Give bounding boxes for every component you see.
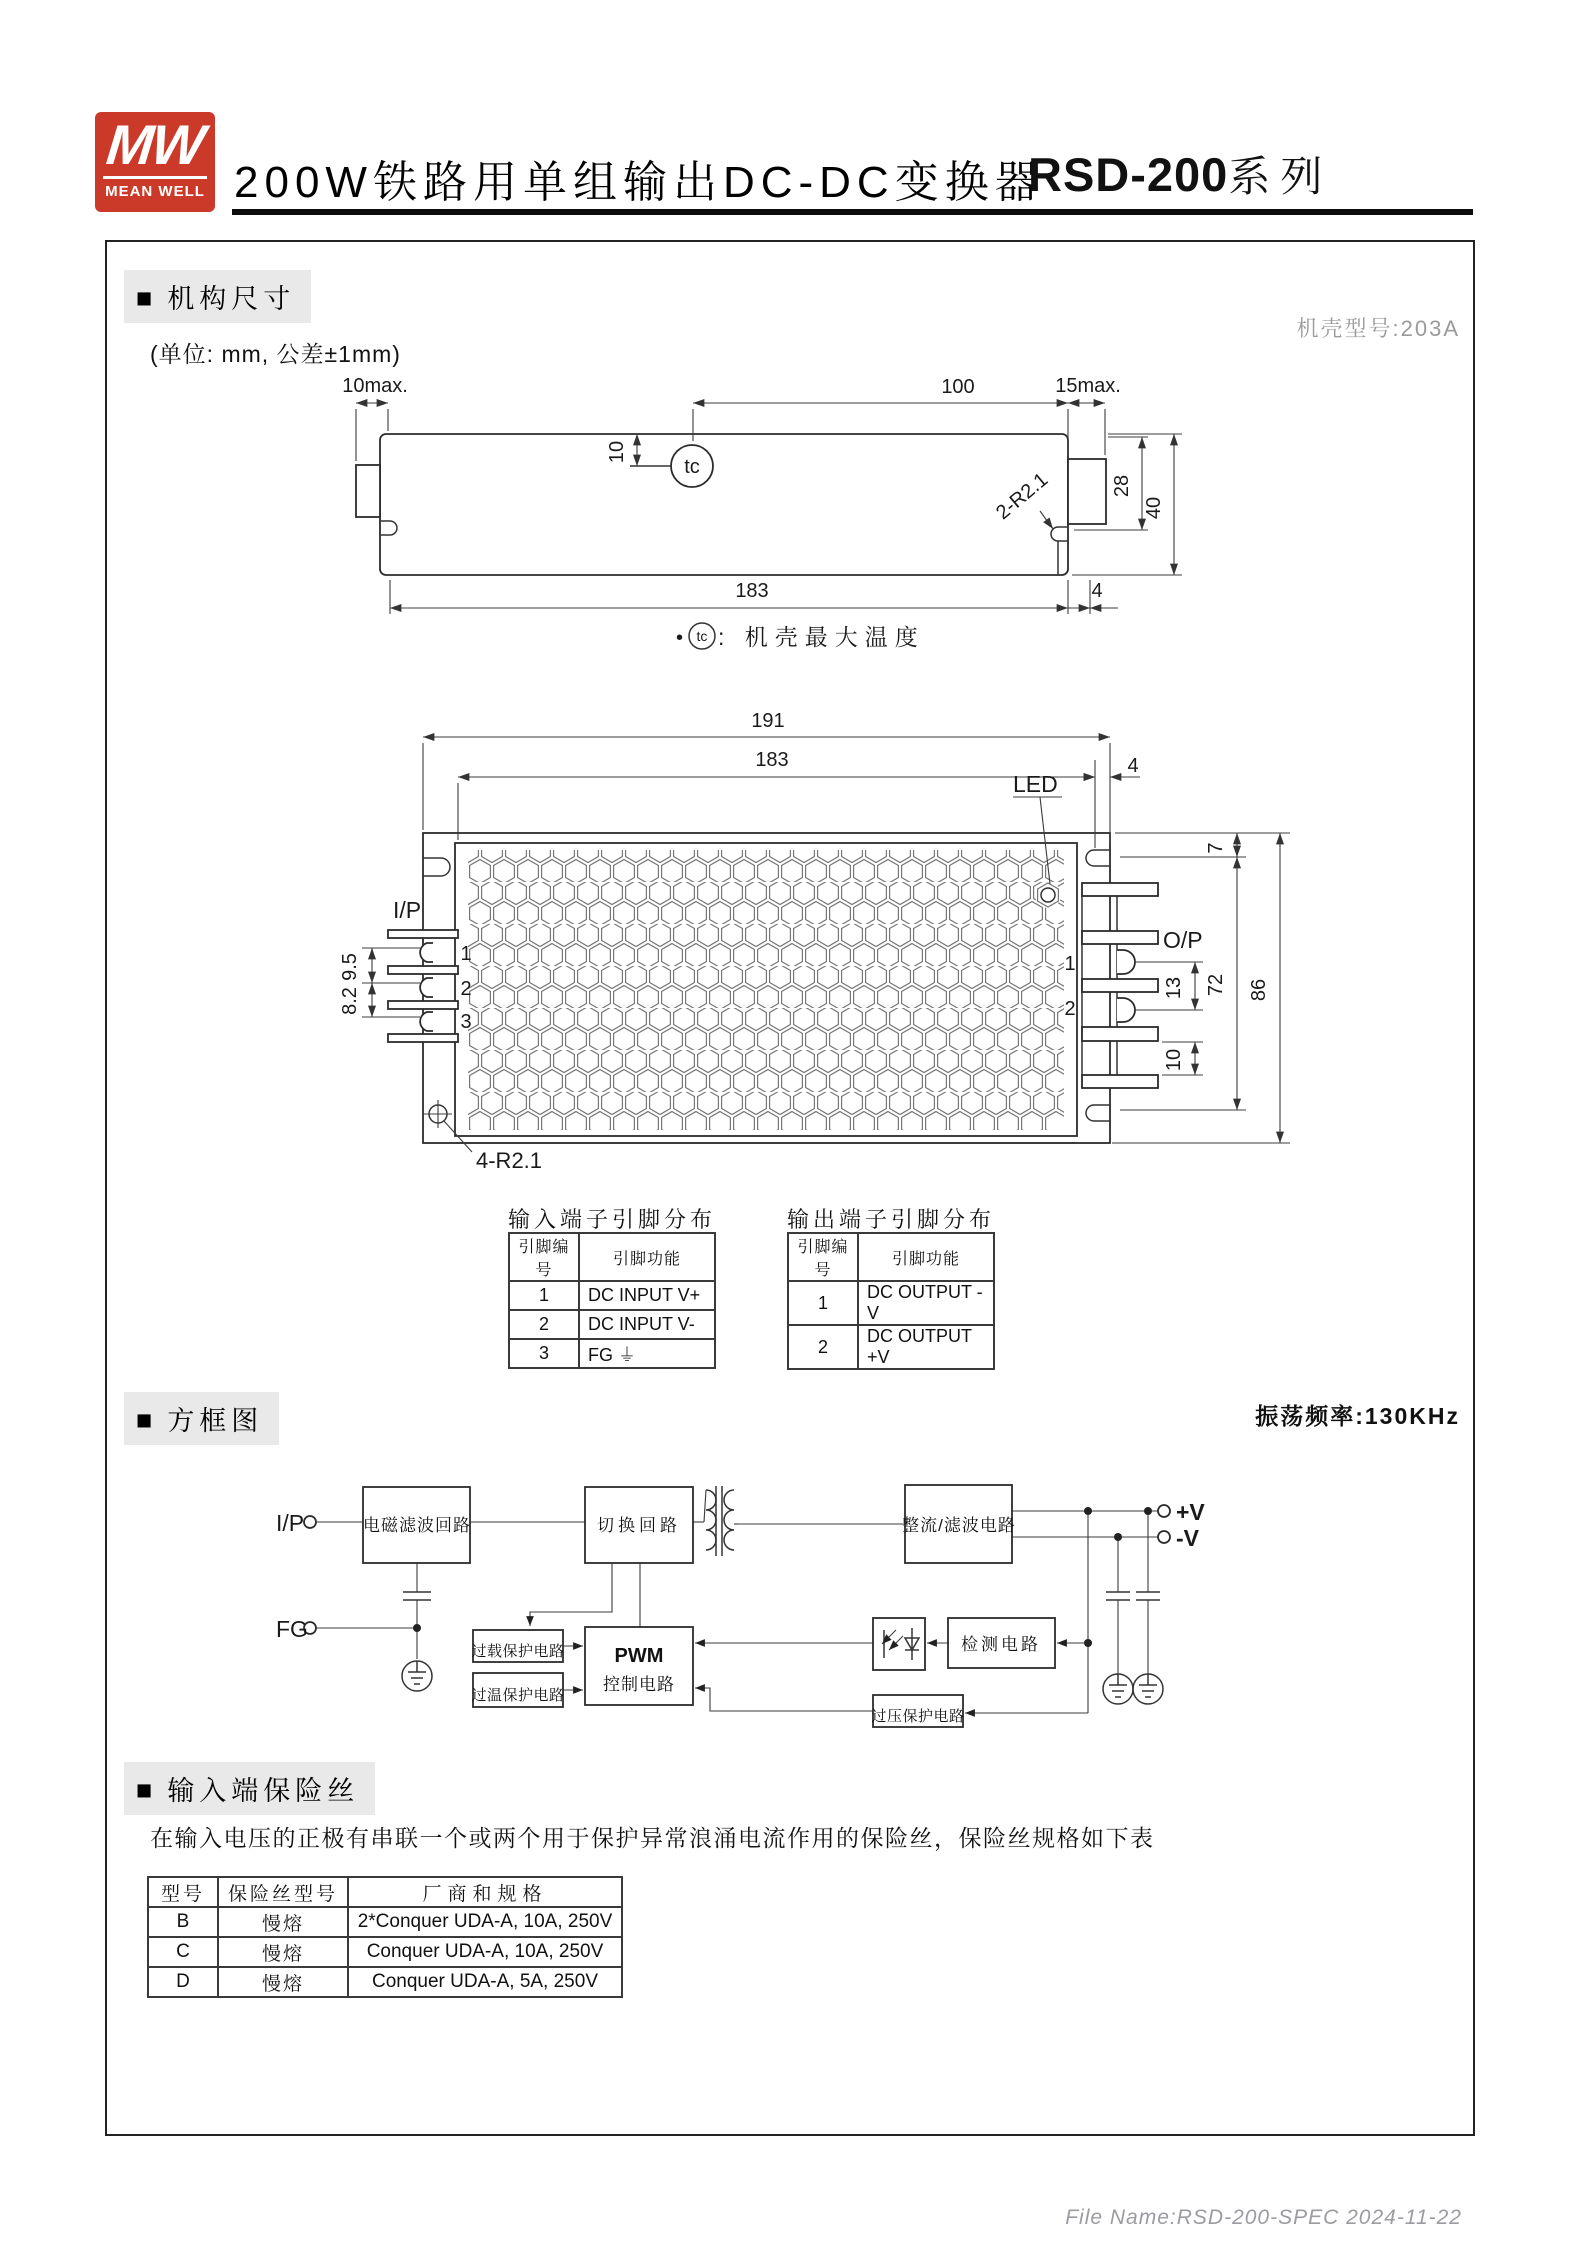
dim-15max-label: 15max. <box>1055 375 1121 397</box>
col-header: 型号 <box>148 1877 218 1907</box>
fuse-spec: Conquer UDA-A, 5A, 250V <box>348 1967 622 1997</box>
logo-divider <box>103 176 207 179</box>
col-header: 引脚功能 <box>858 1233 994 1281</box>
output-pin1-label: 1 <box>1064 953 1076 975</box>
output-table-title: 输出端子引脚分布 <box>787 1207 996 1232</box>
input-pin-table <box>508 1232 716 1369</box>
ip-label: I/P <box>393 897 422 923</box>
series-title <box>1028 144 1332 204</box>
input-table-title: 输入端子引脚分布 <box>508 1207 717 1232</box>
pin-number: 3 <box>509 1339 579 1368</box>
tc-note-bullet: • <box>676 627 684 649</box>
dim-10max-label: 10max. <box>342 375 408 397</box>
table-row <box>148 1967 622 1997</box>
col-header: 保险丝型号 <box>218 1877 348 1907</box>
section-bullet-icon: ■ <box>136 283 158 313</box>
dim-86-label: 86 <box>1248 978 1270 1002</box>
dim-10-label: 10 <box>606 440 628 464</box>
radius-2r21-label: 2-R2.1 <box>992 468 1053 525</box>
tc-note-text: : 机壳最大温度 <box>718 624 925 650</box>
logo-brand-name: MEAN WELL <box>105 183 205 200</box>
rectifier-box-label: 整流/滤波电路 <box>902 1516 1016 1535</box>
table-row <box>148 1937 622 1967</box>
fuse-type: 慢熔 <box>218 1907 348 1937</box>
tc-note <box>676 623 925 650</box>
file-name-footer: File Name:RSD-200-SPEC 2024-11-22 <box>1065 2206 1462 2229</box>
section-bullet-icon: ■ <box>136 1775 158 1805</box>
pin-number: 1 <box>509 1281 579 1310</box>
dim-183-top-label: 183 <box>755 749 789 771</box>
side-view-drawing <box>330 360 1230 660</box>
section-mechanical-title: 机构尺寸 <box>167 284 296 314</box>
op-label: O/P <box>1163 927 1203 953</box>
output-pin-table <box>787 1232 995 1370</box>
pin-function: DC OUTPUT +V <box>858 1325 994 1369</box>
fuse-table <box>147 1876 623 1998</box>
table-row <box>509 1310 715 1339</box>
tc-mark-label: tc <box>684 456 700 478</box>
unit-note: (单位: mm, 公差±1mm) <box>150 341 401 367</box>
pin-number: 2 <box>509 1310 579 1339</box>
col-header: 引脚功能 <box>579 1233 715 1281</box>
switch-box-label: 切换回路 <box>597 1516 681 1535</box>
fg-terminal-label: FG <box>276 1616 308 1642</box>
pin-number: 2 <box>788 1325 858 1369</box>
minus-v-label: -V <box>1176 1525 1199 1551</box>
section-fuse-title: 输入端保险丝 <box>167 1776 360 1806</box>
table-row <box>788 1325 994 1369</box>
col-header: 引脚编号 <box>509 1233 579 1281</box>
pin-function: DC OUTPUT -V <box>858 1281 994 1325</box>
tc-note-symbol: tc <box>696 628 708 644</box>
pwm-box-label-1: PWM <box>614 1645 664 1667</box>
overtemp-box-label: 过温保护电路 <box>471 1687 565 1704</box>
pin-number: 1 <box>788 1281 858 1325</box>
fuse-model: B <box>148 1907 218 1937</box>
optocoupler-icon <box>873 1618 925 1670</box>
dim-183-label: 183 <box>735 580 769 602</box>
fuse-spec: Conquer UDA-A, 10A, 250V <box>348 1937 622 1967</box>
dim-10-top-label: 10 <box>1163 1048 1185 1072</box>
overvolt-box-label: 过压保护电路 <box>871 1708 965 1725</box>
section-bullet-icon: ■ <box>136 1405 158 1435</box>
section-fuse-header <box>124 1762 375 1815</box>
capacitor-symbols <box>403 1592 1160 1600</box>
block-diagram <box>230 1450 1480 1750</box>
emi-filter-box-label: 电磁滤波回路 <box>363 1516 471 1535</box>
col-header: 引脚编号 <box>788 1233 858 1281</box>
overload-box-label: 过载保护电路 <box>471 1643 565 1660</box>
ground-icon <box>402 1661 432 1691</box>
dim-82-label: 8.2 <box>339 987 361 1015</box>
title-underline <box>232 209 1473 215</box>
meanwell-logo <box>95 112 215 212</box>
detect-box-label: 检测电路 <box>961 1635 1041 1654</box>
ground-icon <box>1133 1674 1163 1704</box>
fuse-type: 慢熔 <box>218 1937 348 1967</box>
fuse-model: C <box>148 1937 218 1967</box>
led-label: LED <box>1013 771 1058 797</box>
dim-28-label: 28 <box>1111 474 1133 498</box>
radius-4r21-label: 4-R2.1 <box>476 1148 543 1173</box>
plus-v-label: +V <box>1176 1499 1205 1525</box>
output-pin2-label: 2 <box>1064 998 1076 1020</box>
table-row <box>788 1233 994 1281</box>
table-row <box>509 1339 715 1368</box>
pin-function: DC INPUT V+ <box>579 1281 715 1310</box>
section-mechanical-header <box>124 270 311 323</box>
section-block-diagram-header <box>124 1392 279 1445</box>
top-view-drawing <box>330 700 1310 1240</box>
oscillator-frequency-note: 振荡频率:130KHz <box>1255 1403 1460 1429</box>
ip-terminal-label: I/P <box>276 1510 305 1536</box>
dim-4-label: 4 <box>1091 580 1103 602</box>
section-block-diagram-title: 方框图 <box>167 1406 264 1436</box>
vent-grid <box>468 850 1064 1130</box>
led-hole <box>1035 882 1061 908</box>
dim-95-label: 9.5 <box>339 953 361 981</box>
logo-mw-icon: MW <box>103 113 207 176</box>
table-row <box>148 1877 622 1907</box>
pin-function: FG ⏚ <box>579 1339 715 1368</box>
dim-7-label: 7 <box>1205 842 1227 854</box>
input-pin1-label: 1 <box>460 943 472 965</box>
series-name: RSD-200 <box>1028 148 1229 201</box>
top-view-body <box>388 833 1158 1143</box>
table-row <box>509 1233 715 1281</box>
dim-100-label: 100 <box>941 376 975 398</box>
fuse-description: 在输入电压的正极有串联一个或两个用于保护异常浪涌电流作用的保险丝，保险丝规格如下表 <box>150 1825 1155 1851</box>
col-header: 厂商和规格 <box>348 1877 622 1907</box>
side-view-body <box>356 434 1106 575</box>
transformer-icon <box>704 1486 738 1556</box>
fuse-type: 慢熔 <box>218 1967 348 1997</box>
ground-icon <box>1103 1674 1133 1704</box>
dim-4-top-label: 4 <box>1127 755 1139 777</box>
dim-13-label: 13 <box>1163 976 1185 1000</box>
pwm-box-label-2: 控制电路 <box>603 1675 675 1694</box>
table-row <box>788 1281 994 1325</box>
dim-40-label: 40 <box>1143 496 1165 520</box>
block-boxes <box>363 1485 1055 1727</box>
input-pin3-label: 3 <box>460 1011 472 1033</box>
input-pin2-label: 2 <box>460 978 472 1000</box>
page-title: 200W铁路用单组输出DC-DC变换器 <box>234 158 1045 207</box>
fuse-model: D <box>148 1967 218 1997</box>
series-suffix: 系列 <box>1228 153 1333 200</box>
fuse-spec: 2*Conquer UDA-A, 10A, 250V <box>348 1907 622 1937</box>
dim-191-label: 191 <box>751 710 785 732</box>
dim-72-label: 72 <box>1205 973 1227 997</box>
table-row <box>509 1281 715 1310</box>
table-row <box>148 1907 622 1937</box>
pin-function: DC INPUT V- <box>579 1310 715 1339</box>
case-model-note: 机壳型号:203A <box>1296 316 1460 341</box>
